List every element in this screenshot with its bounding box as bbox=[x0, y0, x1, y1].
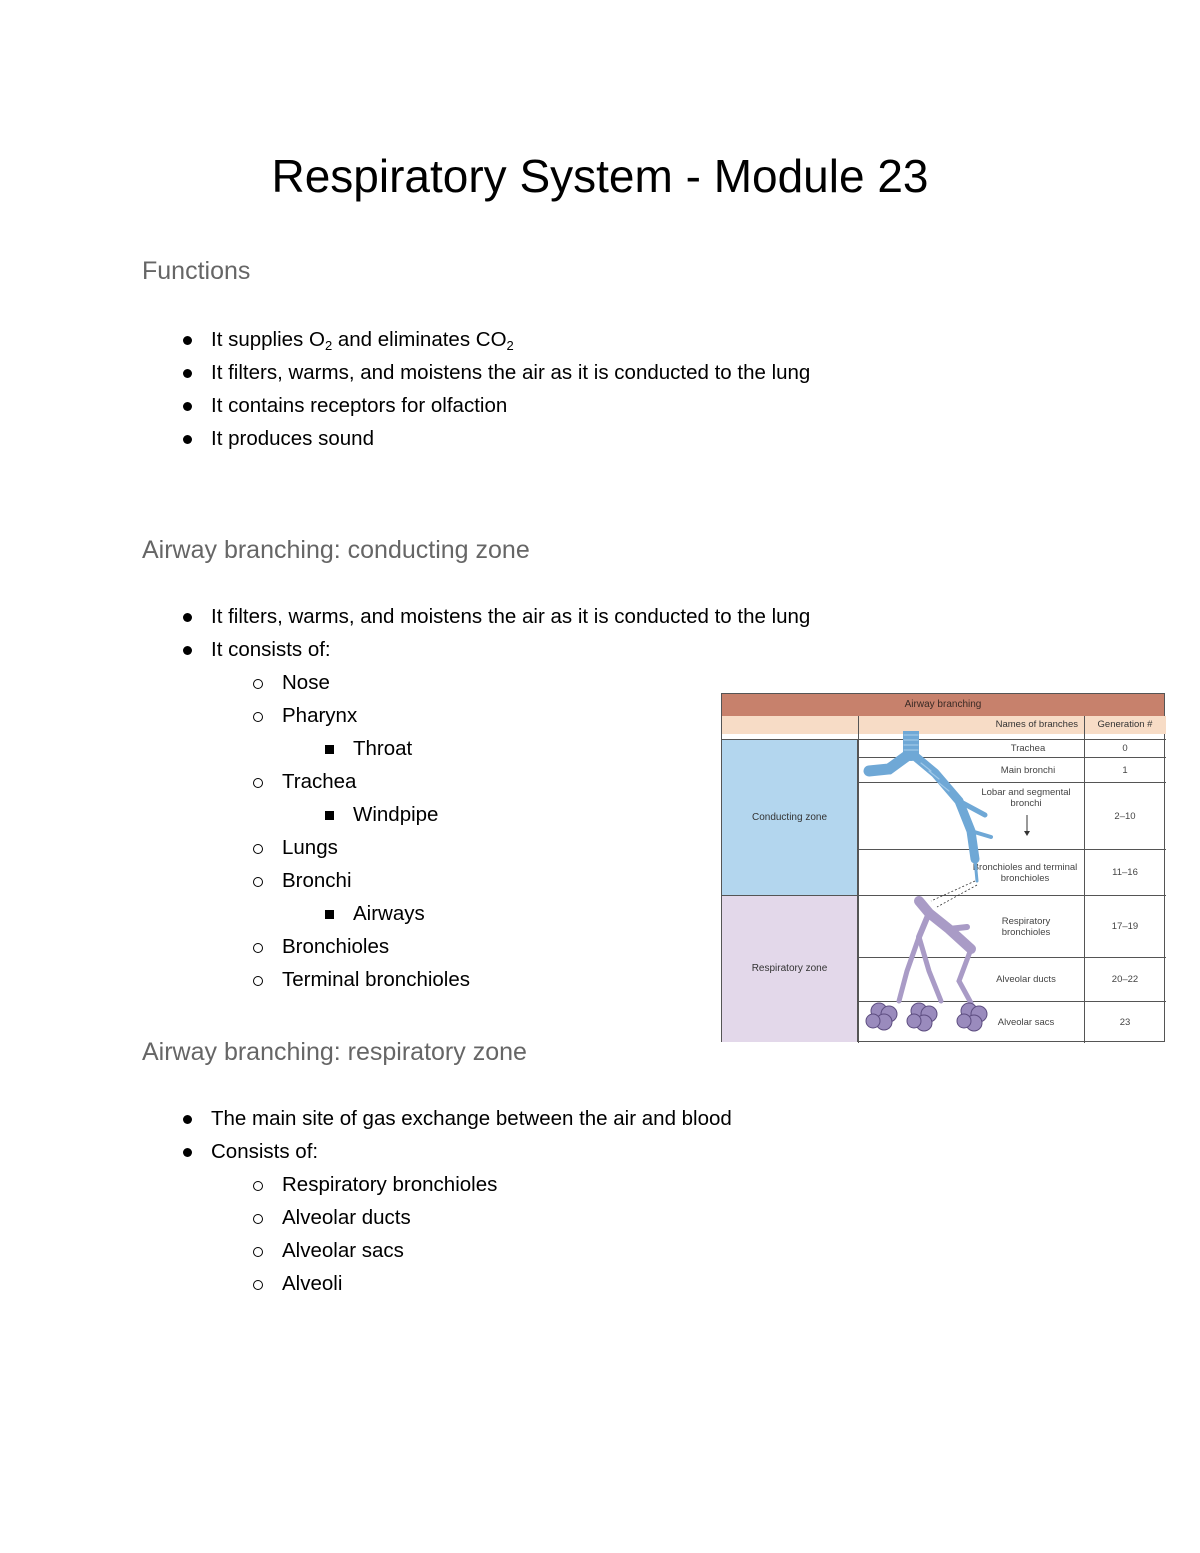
list-item: It contains receptors for olfaction bbox=[142, 389, 810, 422]
circle-bullet-icon bbox=[248, 1201, 268, 1234]
circle-bullet-icon bbox=[248, 666, 268, 699]
respiratory-airway-drawing bbox=[899, 901, 971, 1003]
circle-bullet-icon bbox=[248, 963, 268, 996]
list-item: Alveolar ducts bbox=[142, 1201, 732, 1234]
alveolar-sacs-drawing bbox=[866, 1003, 987, 1031]
bullet-icon bbox=[177, 600, 197, 633]
conducting-zone-label: Conducting zone bbox=[722, 740, 858, 895]
row-name-lobar-bronchi: Lobar and segmental bronchi bbox=[981, 787, 1071, 809]
conducting-list bbox=[142, 600, 810, 996]
list-item: Alveolar sacs bbox=[142, 1234, 732, 1267]
circle-bullet-icon bbox=[248, 864, 268, 897]
list-item: Nose bbox=[142, 666, 810, 699]
list-item: It supplies $O_2$ and eliminates $CO_2$ bbox=[142, 323, 810, 356]
respiratory-zone-label: Respiratory zone bbox=[722, 895, 858, 1042]
list-item: The main site of gas exchange between the air and blood bbox=[142, 1102, 732, 1135]
row-gen-0: 0 bbox=[1122, 743, 1128, 754]
list-item: Alveoli bbox=[142, 1267, 732, 1300]
row-name-main-bronchi: Main bronchi bbox=[1000, 764, 1056, 776]
circle-bullet-icon bbox=[248, 1168, 268, 1201]
list-item: Bronchi bbox=[142, 864, 810, 897]
row-name-bronchioles: Bronchioles and terminal bronchioles bbox=[972, 861, 1078, 884]
respiratory-heading: Airway branching: respiratory zone bbox=[142, 1038, 527, 1066]
row-name-alveolar-ducts: Alveolar ducts bbox=[996, 974, 1056, 985]
circle-bullet-icon bbox=[248, 1234, 268, 1267]
conducting-heading: Airway branching: conducting zone bbox=[142, 536, 530, 564]
square-bullet-icon bbox=[319, 897, 339, 930]
figure-title: Airway branching bbox=[722, 694, 1164, 716]
list-item: Terminal bronchioles bbox=[142, 963, 810, 996]
row-gen-1: 1 bbox=[1122, 764, 1128, 776]
list-item: Pharynx bbox=[142, 699, 810, 732]
circle-bullet-icon bbox=[248, 930, 268, 963]
figure-col-names: Names of branches bbox=[858, 716, 1084, 734]
list-item: Consists of: bbox=[142, 1135, 732, 1168]
bullet-icon bbox=[177, 633, 197, 666]
list-item: It filters, warms, and moistens the air as it is conducted to the lung bbox=[142, 356, 810, 389]
divider bbox=[722, 895, 858, 896]
bullet-icon bbox=[177, 1102, 197, 1135]
bullet-icon bbox=[177, 422, 197, 455]
zoom-guide-lines bbox=[931, 881, 977, 907]
row-gen-3: 11–16 bbox=[1112, 867, 1138, 878]
figure-colheader-blank bbox=[722, 716, 858, 734]
row-name-alveolar-sacs: Alveolar sacs bbox=[997, 1016, 1055, 1028]
bullet-icon bbox=[177, 389, 197, 422]
list-item: It filters, warms, and moistens the air as it is conducted to the lung bbox=[142, 600, 810, 633]
airway-branching-figure bbox=[721, 693, 1165, 1042]
circle-bullet-icon bbox=[248, 831, 268, 864]
row-gen-6: 23 bbox=[1119, 1016, 1131, 1028]
circle-bullet-icon bbox=[248, 765, 268, 798]
row-gen-2: 2–10 bbox=[1114, 810, 1136, 822]
respiratory-list bbox=[142, 1102, 732, 1300]
square-bullet-icon bbox=[319, 798, 339, 831]
row-name-trachea: Trachea bbox=[1010, 743, 1046, 754]
list-item: Airways bbox=[142, 897, 810, 930]
functions-list bbox=[142, 323, 810, 455]
bullet-icon bbox=[177, 356, 197, 389]
bullet-icon bbox=[177, 323, 197, 356]
circle-bullet-icon bbox=[248, 699, 268, 732]
circle-bullet-icon bbox=[248, 1267, 268, 1300]
functions-heading: Functions bbox=[142, 257, 251, 285]
list-item: Respiratory bronchioles bbox=[142, 1168, 732, 1201]
list-item: Trachea bbox=[142, 765, 810, 798]
list-item: It produces sound bbox=[142, 422, 810, 455]
list-item: Lungs bbox=[142, 831, 810, 864]
row-gen-4: 17–19 bbox=[1111, 921, 1139, 932]
bullet-icon bbox=[177, 1135, 197, 1168]
conducting-airway-drawing bbox=[869, 731, 991, 881]
airway-tree-illustration bbox=[859, 731, 1084, 1042]
row-name-respiratory-bronchioles: Respiratory bronchioles bbox=[1001, 915, 1051, 938]
row-gen-5: 20–22 bbox=[1111, 974, 1139, 985]
list-item: It consists of: bbox=[142, 633, 810, 666]
page-title: Respiratory System - Module 23 bbox=[271, 150, 929, 202]
square-bullet-icon bbox=[319, 732, 339, 765]
figure-col-generation: Generation # bbox=[1084, 716, 1166, 734]
list-item: Throat bbox=[142, 732, 810, 765]
list-item: Bronchioles bbox=[142, 930, 810, 963]
down-arrow-icon bbox=[1024, 815, 1030, 836]
list-item: Windpipe bbox=[142, 798, 810, 831]
